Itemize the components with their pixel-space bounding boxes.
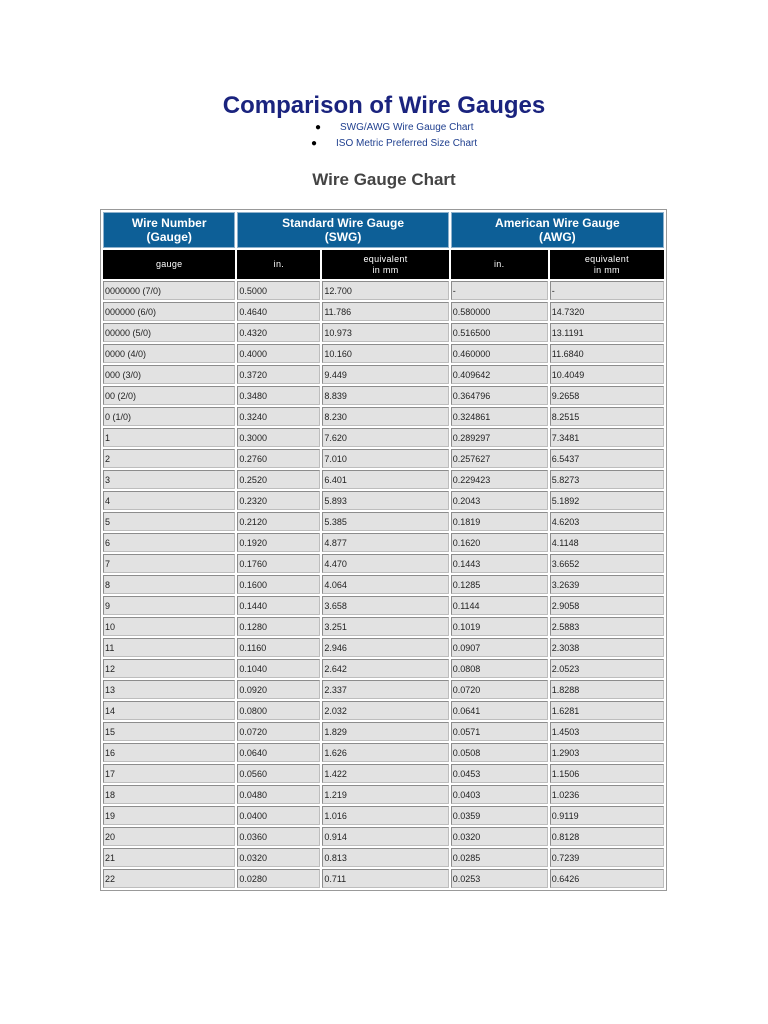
cell-swg-mm: 0.914 (322, 827, 448, 846)
table-row (103, 323, 664, 342)
cell-swg-mm: 7.010 (322, 449, 448, 468)
cell-awg-in: 0.0508 (451, 743, 548, 762)
cell-awg-in: 0.0320 (451, 827, 548, 846)
cell-awg-mm: 8.2515 (550, 407, 664, 426)
cell-swg-in: 0.1280 (237, 617, 320, 636)
cell-awg-in: 0.1620 (451, 533, 548, 552)
cell-awg-mm: 13.1191 (550, 323, 664, 342)
cell-swg-mm: 5.893 (322, 491, 448, 510)
cell-awg-mm: 0.9119 (550, 806, 664, 825)
page-title: Comparison of Wire Gauges (222, 92, 546, 119)
cell-swg-mm: 3.658 (322, 596, 448, 615)
cell-swg-in: 0.0800 (237, 701, 320, 720)
cell-awg-mm: 11.6840 (550, 344, 664, 363)
cell-swg-in: 0.2760 (237, 449, 320, 468)
header-line: American Wire Gauge (495, 216, 620, 230)
cell-gauge: 8 (103, 575, 235, 594)
cell-swg-mm: 8.230 (322, 407, 448, 426)
cell-gauge: 14 (103, 701, 235, 720)
cell-gauge: 15 (103, 722, 235, 741)
header-line: Standard Wire Gauge (282, 216, 405, 230)
cell-awg-in: 0.0453 (451, 764, 548, 783)
cell-swg-in: 0.3240 (237, 407, 320, 426)
cell-swg-mm: 0.813 (322, 848, 448, 867)
cell-awg-in: 0.0571 (451, 722, 548, 741)
cell-awg-mm: 3.2639 (550, 575, 664, 594)
cell-gauge: 21 (103, 848, 235, 867)
list-item (0, 122, 768, 138)
table-row (103, 596, 664, 615)
table-row (103, 470, 664, 489)
cell-swg-mm: 3.251 (322, 617, 448, 636)
cell-gauge: 6 (103, 533, 235, 552)
cell-awg-mm: 1.2903 (550, 743, 664, 762)
cell-gauge: 13 (103, 680, 235, 699)
cell-gauge: 0000000 (7/0) (103, 281, 235, 300)
cell-swg-in: 0.3000 (237, 428, 320, 447)
bullet-icon: ● (311, 138, 318, 149)
cell-swg-in: 0.1040 (237, 659, 320, 678)
cell-awg-in: 0.0720 (451, 680, 548, 699)
cell-swg-in: 0.2320 (237, 491, 320, 510)
cell-awg-in: 0.516500 (451, 323, 548, 342)
link-list (0, 122, 768, 154)
subheader-awg-mm (550, 250, 664, 279)
table-row (103, 281, 664, 300)
cell-gauge: 0000 (4/0) (103, 344, 235, 363)
list-item (0, 138, 768, 154)
cell-gauge: 10 (103, 617, 235, 636)
header-awg (451, 212, 664, 248)
cell-awg-mm: 1.6281 (550, 701, 664, 720)
swg-awg-chart-link[interactable]: SWG/AWG Wire Gauge Chart (340, 122, 474, 133)
subheader-line: in mm (372, 264, 399, 275)
table-row (103, 449, 664, 468)
cell-swg-in: 0.2120 (237, 512, 320, 531)
subheader-swg-in: in. (237, 250, 320, 279)
cell-swg-in: 0.4640 (237, 302, 320, 321)
table-row (103, 554, 664, 573)
bullet-icon: ● (315, 122, 322, 133)
cell-swg-mm: 1.829 (322, 722, 448, 741)
cell-swg-mm: 0.711 (322, 869, 448, 888)
header-swg (237, 212, 448, 248)
cell-awg-in: 0.0285 (451, 848, 548, 867)
table-body (103, 281, 664, 888)
cell-swg-in: 0.2520 (237, 470, 320, 489)
cell-swg-in: 0.0480 (237, 785, 320, 804)
cell-awg-mm: 14.7320 (550, 302, 664, 321)
cell-awg-in: 0.1019 (451, 617, 548, 636)
cell-gauge: 7 (103, 554, 235, 573)
cell-awg-in: - (451, 281, 548, 300)
table-row (103, 344, 664, 363)
cell-awg-mm: 3.6652 (550, 554, 664, 573)
cell-awg-mm: - (550, 281, 664, 300)
cell-awg-in: 0.460000 (451, 344, 548, 363)
header-line: Wire Number (131, 216, 207, 230)
header-line: (SWG) (324, 230, 362, 244)
cell-swg-in: 0.0720 (237, 722, 320, 741)
cell-awg-in: 0.0253 (451, 869, 548, 888)
cell-swg-in: 0.0320 (237, 848, 320, 867)
cell-awg-mm: 1.8288 (550, 680, 664, 699)
cell-swg-mm: 5.385 (322, 512, 448, 531)
cell-gauge: 17 (103, 764, 235, 783)
cell-awg-in: 0.0403 (451, 785, 548, 804)
cell-awg-mm: 4.6203 (550, 512, 664, 531)
cell-swg-in: 0.4000 (237, 344, 320, 363)
cell-awg-mm: 2.5883 (550, 617, 664, 636)
cell-awg-in: 0.1144 (451, 596, 548, 615)
cell-gauge: 20 (103, 827, 235, 846)
cell-swg-mm: 10.973 (322, 323, 448, 342)
cell-awg-in: 0.580000 (451, 302, 548, 321)
cell-gauge: 16 (103, 743, 235, 762)
cell-gauge: 9 (103, 596, 235, 615)
table-row (103, 743, 664, 762)
cell-swg-in: 0.5000 (237, 281, 320, 300)
cell-swg-mm: 9.449 (322, 365, 448, 384)
cell-awg-mm: 1.0236 (550, 785, 664, 804)
table-row (103, 848, 664, 867)
cell-awg-in: 0.1443 (451, 554, 548, 573)
cell-swg-mm: 4.470 (322, 554, 448, 573)
cell-swg-in: 0.0640 (237, 743, 320, 762)
cell-awg-in: 0.1819 (451, 512, 548, 531)
cell-awg-in: 0.289297 (451, 428, 548, 447)
table-row (103, 386, 664, 405)
table-subheader-row (103, 250, 664, 279)
cell-awg-mm: 1.4503 (550, 722, 664, 741)
cell-gauge: 2 (103, 449, 235, 468)
subheader-awg-in: in. (451, 250, 548, 279)
cell-swg-in: 0.1160 (237, 638, 320, 657)
cell-swg-mm: 6.401 (322, 470, 448, 489)
cell-swg-mm: 2.642 (322, 659, 448, 678)
cell-gauge: 00000 (5/0) (103, 323, 235, 342)
cell-awg-in: 0.0359 (451, 806, 548, 825)
table-row (103, 365, 664, 384)
cell-awg-mm: 6.5437 (550, 449, 664, 468)
cell-awg-in: 0.409642 (451, 365, 548, 384)
cell-awg-mm: 5.1892 (550, 491, 664, 510)
table-row (103, 722, 664, 741)
cell-gauge: 12 (103, 659, 235, 678)
cell-gauge: 000000 (6/0) (103, 302, 235, 321)
cell-gauge: 5 (103, 512, 235, 531)
cell-swg-mm: 4.877 (322, 533, 448, 552)
cell-gauge: 3 (103, 470, 235, 489)
table-row (103, 491, 664, 510)
cell-gauge: 19 (103, 806, 235, 825)
cell-swg-in: 0.1760 (237, 554, 320, 573)
cell-swg-mm: 1.219 (322, 785, 448, 804)
table-row (103, 617, 664, 636)
table-row (103, 827, 664, 846)
cell-gauge: 11 (103, 638, 235, 657)
cell-swg-mm: 1.626 (322, 743, 448, 762)
cell-swg-mm: 11.786 (322, 302, 448, 321)
table-row (103, 806, 664, 825)
cell-awg-in: 0.229423 (451, 470, 548, 489)
table-row (103, 701, 664, 720)
cell-awg-mm: 0.7239 (550, 848, 664, 867)
iso-metric-chart-link[interactable]: ISO Metric Preferred Size Chart (336, 138, 478, 149)
cell-swg-in: 0.0360 (237, 827, 320, 846)
cell-swg-mm: 8.839 (322, 386, 448, 405)
cell-swg-in: 0.1440 (237, 596, 320, 615)
table-row (103, 764, 664, 783)
cell-awg-mm: 2.9058 (550, 596, 664, 615)
table-header-row (103, 212, 664, 248)
cell-awg-mm: 2.0523 (550, 659, 664, 678)
cell-swg-mm: 4.064 (322, 575, 448, 594)
cell-awg-in: 0.257627 (451, 449, 548, 468)
cell-awg-mm: 4.1148 (550, 533, 664, 552)
cell-swg-mm: 1.016 (322, 806, 448, 825)
cell-swg-in: 0.1600 (237, 575, 320, 594)
table-row (103, 407, 664, 426)
cell-gauge: 00 (2/0) (103, 386, 235, 405)
cell-awg-mm: 7.3481 (550, 428, 664, 447)
table-row (103, 575, 664, 594)
cell-swg-mm: 2.946 (322, 638, 448, 657)
section-title: Wire Gauge Chart (312, 170, 456, 189)
cell-awg-mm: 5.8273 (550, 470, 664, 489)
table-row (103, 302, 664, 321)
cell-swg-in: 0.3480 (237, 386, 320, 405)
wire-gauge-table (100, 209, 667, 891)
cell-awg-in: 0.0808 (451, 659, 548, 678)
cell-swg-mm: 10.160 (322, 344, 448, 363)
table-row (103, 638, 664, 657)
subheader-gauge: gauge (103, 250, 235, 279)
cell-swg-mm: 7.620 (322, 428, 448, 447)
table-row (103, 512, 664, 531)
header-line: (AWG) (539, 230, 576, 244)
cell-awg-in: 0.324861 (451, 407, 548, 426)
cell-swg-mm: 2.032 (322, 701, 448, 720)
cell-swg-in: 0.0280 (237, 869, 320, 888)
cell-gauge: 18 (103, 785, 235, 804)
cell-awg-mm: 2.3038 (550, 638, 664, 657)
table-row (103, 785, 664, 804)
cell-awg-in: 0.1285 (451, 575, 548, 594)
cell-swg-in: 0.1920 (237, 533, 320, 552)
cell-awg-mm: 0.8128 (550, 827, 664, 846)
subheader-line: equivalent (363, 253, 408, 264)
cell-awg-in: 0.0641 (451, 701, 548, 720)
table-row (103, 533, 664, 552)
table-row (103, 869, 664, 888)
subheader-swg-mm (322, 250, 448, 279)
cell-swg-in: 0.4320 (237, 323, 320, 342)
table-row (103, 659, 664, 678)
cell-swg-in: 0.0400 (237, 806, 320, 825)
header-line: (Gauge) (146, 230, 192, 244)
cell-awg-in: 0.2043 (451, 491, 548, 510)
cell-gauge: 4 (103, 491, 235, 510)
cell-swg-in: 0.0560 (237, 764, 320, 783)
subheader-line: in mm (593, 264, 620, 275)
cell-gauge: 000 (3/0) (103, 365, 235, 384)
cell-awg-in: 0.0907 (451, 638, 548, 657)
cell-awg-mm: 10.4049 (550, 365, 664, 384)
cell-gauge: 0 (1/0) (103, 407, 235, 426)
cell-gauge: 1 (103, 428, 235, 447)
cell-awg-mm: 1.1506 (550, 764, 664, 783)
cell-awg-mm: 9.2658 (550, 386, 664, 405)
cell-swg-mm: 2.337 (322, 680, 448, 699)
cell-swg-in: 0.0920 (237, 680, 320, 699)
cell-swg-mm: 1.422 (322, 764, 448, 783)
table-row (103, 428, 664, 447)
cell-gauge: 22 (103, 869, 235, 888)
cell-swg-mm: 12.700 (322, 281, 448, 300)
table-row (103, 680, 664, 699)
cell-awg-mm: 0.6426 (550, 869, 664, 888)
cell-swg-in: 0.3720 (237, 365, 320, 384)
subheader-line: equivalent (584, 253, 629, 264)
header-wire-number (103, 212, 235, 248)
cell-awg-in: 0.364796 (451, 386, 548, 405)
